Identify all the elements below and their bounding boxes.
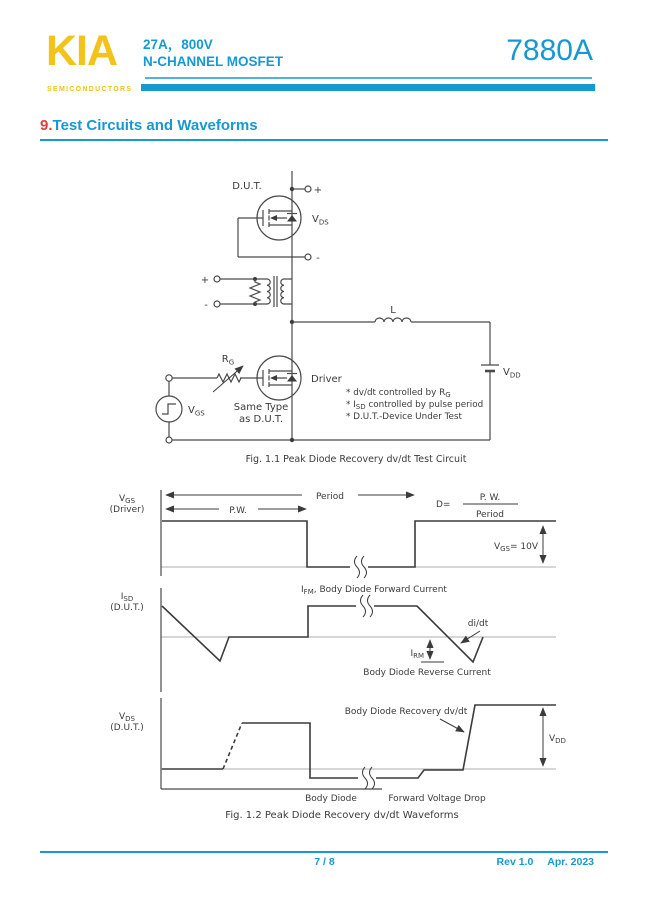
inductor-symbol [375,318,411,322]
device-subtitle [143,36,283,70]
source-return-terminal [166,437,172,443]
fig1-caption: Fig. 1.1 Peak Diode Recovery dv/dt Test Circuit [245,454,467,465]
circuit-note-1: * dv/dt controlled by $R_G$ [346,388,451,399]
xfmr-secondary-coil [281,279,284,304]
vds-axis-label2: (D.U.T.) [110,723,144,733]
vds-waveform-panel [110,698,566,804]
vds-label: $V_{DS}$ [312,214,329,227]
device-type: N-CHANNEL MOSFET [143,54,283,69]
body-diode-label: Body Diode [305,794,357,804]
vds-axis-label: $V_{DS}$ [118,712,136,723]
section-number: 9. [40,117,53,134]
circuit-note-3: * D.U.T.-Device Under Test [346,412,462,422]
part-number: 7880A [506,34,593,67]
isd-axis-label: $I_{SD}$ [120,592,134,603]
footer-page-number: 7 / 8 [314,856,335,868]
didt-label: di/dt [467,619,489,629]
irm-label: $I_{RM}$ [410,649,424,660]
header-rule-thick [141,84,595,91]
footer-rev-label: Rev 1.0 [496,856,534,868]
header-rule-thin [145,77,592,79]
inductor-label: L [390,305,396,316]
same-type-line2: as D.U.T. [239,414,283,425]
dut-label: D.U.T. [232,181,262,192]
footer-rule [40,851,608,853]
vdd-label: $V_{DD}$ [503,367,521,380]
test-circuit-diagram [0,165,649,480]
xfmr-plus-terminal [214,276,220,282]
ifm-label: $I_{FM}$, Body Diode Forward Current [301,585,447,596]
duty-numerator: P. W. [479,493,501,503]
section-title: Test Circuits and Waveforms [52,117,258,134]
minus-top-label: - [316,253,320,264]
fwd-drop-label: Forward Voltage Drop [388,794,486,804]
recovery-label: Body Diode Recovery dv/dt [344,707,468,717]
section-underline [40,139,608,141]
same-type-line1: Same Type [233,402,289,413]
footer-revision [483,856,594,868]
pw-label: P.W. [229,506,247,516]
duty-lhs: D= [436,500,451,510]
rg-label: $R_G$ [221,354,235,367]
kia-logo-subtext: SEMICONDUCTORS [47,86,133,93]
section-heading [40,117,258,134]
vgs-label: $V_{GS}$ [188,405,205,418]
isd-waveform-panel [110,585,556,692]
vgs-level-label: $V_{GS}= 10V$ [493,542,538,553]
vgs-axis-label: $V_{GS}$ [118,494,136,505]
gate-input-terminal [166,375,172,381]
kia-logo: KIA [46,27,118,75]
vdd-level-label: $V_{DD}$ [549,734,566,745]
xfmr-minus-label: - [204,300,208,311]
fig2-caption: Fig. 1.2 Peak Diode Recovery dv/dt Waveforms [225,810,459,821]
device-rating: 27A，800V [143,37,213,52]
waveforms-diagram [0,480,649,830]
vgs-pulse-source [156,396,182,422]
xfmr-plus-label: + [200,275,210,286]
xfmr-minus-terminal [214,301,220,307]
minus-terminal [305,254,311,260]
vgs-waveform-panel [110,490,556,578]
plus-top-label: + [313,185,323,196]
isd-trace [162,606,483,662]
plus-terminal [305,186,311,192]
circuit-note-2: * $I_{SD}$ controlled by pulse period [346,400,484,411]
isd-axis-label2: (D.U.T.) [110,603,144,613]
footer-date: Apr. 2023 [547,856,594,868]
xfmr-primary-coil [267,279,270,304]
duty-denominator: Period [475,510,505,520]
reverse-current-label: Body Diode Reverse Current [363,668,491,678]
xfmr-resistor [250,279,260,304]
period-label: Period [315,492,345,502]
vgs-axis-label2: (Driver) [109,505,145,515]
driver-label: Driver [311,374,342,385]
transformer [214,257,292,322]
